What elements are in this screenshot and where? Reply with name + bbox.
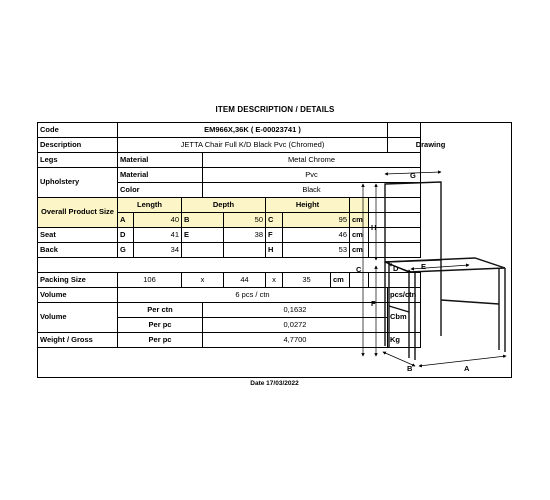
side-stretcher — [389, 306, 409, 312]
upholstery-color-key: Color — [118, 183, 203, 198]
volume-pcs-label: Volume — [38, 288, 118, 303]
rear-stretcher — [441, 300, 499, 304]
drawing-label-b: B — [407, 364, 413, 373]
volume-per-ctn-value: 0,1632 — [203, 303, 388, 318]
code-label: Code — [38, 123, 118, 138]
back-unit: cm — [350, 243, 369, 258]
drawing-label-f: F — [371, 299, 376, 308]
overall-value-c: 95 — [283, 213, 350, 228]
code-value: EM966X,36K ( E-00023741 ) — [118, 123, 388, 138]
weight-key: Per pc — [118, 333, 203, 348]
weight-value: 4,7700 — [203, 333, 388, 348]
back-letter-g: G — [118, 243, 134, 258]
overall-value-a: 40 — [134, 213, 182, 228]
upholstery-material-value: Pvc — [203, 168, 421, 183]
volume-cbm-label: Volume — [38, 303, 118, 333]
packing-unit: cm — [331, 273, 350, 288]
legs-value: Metal Chrome — [203, 153, 421, 168]
seat-letter-d: D — [118, 228, 134, 243]
packing-x-1: x — [182, 273, 224, 288]
drawing-title: Drawing — [415, 140, 446, 149]
drawing-label-g: G — [410, 171, 416, 180]
seat-letter-e: E — [182, 228, 224, 243]
packing-length: 106 — [118, 273, 182, 288]
volume-per-ctn-key: Per ctn — [118, 303, 203, 318]
upholstery-color-value: Black — [203, 183, 421, 198]
back-letter-h: H — [266, 243, 283, 258]
overall-letter-b: B — [182, 213, 224, 228]
length-header: Length — [118, 198, 182, 213]
packing-height: 35 — [283, 273, 331, 288]
seat-value-e: 38 — [224, 228, 266, 243]
packing-width: 44 — [224, 273, 266, 288]
seat-shape — [385, 258, 505, 272]
height-header: Height — [266, 198, 350, 213]
upholstery-label: Upholstery — [38, 168, 118, 198]
overall-letter-c: C — [266, 213, 283, 228]
backrest-shape — [385, 182, 441, 262]
volume-pcs-unit: pcs/ctn — [388, 288, 421, 303]
upholstery-material-key: Material — [118, 168, 203, 183]
overall-unit: cm — [350, 213, 369, 228]
overall-label: Overall Product Size — [38, 198, 118, 228]
volume-cbm-unit: Cbm — [388, 303, 421, 333]
seat-label: Seat — [38, 228, 118, 243]
seat-letter-f: F — [266, 228, 283, 243]
overall-letter-a: A — [118, 213, 134, 228]
volume-pcs-value: 6 pcs / ctn — [118, 288, 388, 303]
weight-label: Weight / Gross — [38, 333, 118, 348]
drawing-label-c: C — [356, 265, 362, 274]
overall-value-b: 50 — [224, 213, 266, 228]
description-value: JETTA Chair Full K/D Black Pvc (Chromed) — [118, 138, 388, 153]
drawing-label-a: A — [464, 364, 470, 373]
document-date: Date 17/03/2022 — [250, 380, 299, 387]
description-label: Description — [38, 138, 118, 153]
sheet-heading: ITEM DESCRIPTION / DETAILS — [215, 105, 335, 114]
legs-key: Material — [118, 153, 203, 168]
packing-x-2: x — [266, 273, 283, 288]
packing-label: Packing Size — [38, 273, 118, 288]
weight-unit: Kg — [388, 333, 421, 348]
back-value-g: 34 — [134, 243, 182, 258]
seat-unit: cm — [350, 228, 369, 243]
volume-per-pc-key: Per pc — [118, 318, 203, 333]
back-label: Back — [38, 243, 118, 258]
drawing-label-h: H — [371, 223, 377, 232]
drawing-label-e: E — [421, 262, 427, 271]
drawing-label-d: D — [393, 264, 399, 273]
back-value-h: 53 — [283, 243, 350, 258]
seat-value-d: 41 — [134, 228, 182, 243]
volume-per-pc-value: 0,0272 — [203, 318, 388, 333]
legs-label: Legs — [38, 153, 118, 168]
seat-value-f: 46 — [283, 228, 350, 243]
chair-drawing — [349, 160, 512, 378]
depth-header: Depth — [182, 198, 266, 213]
